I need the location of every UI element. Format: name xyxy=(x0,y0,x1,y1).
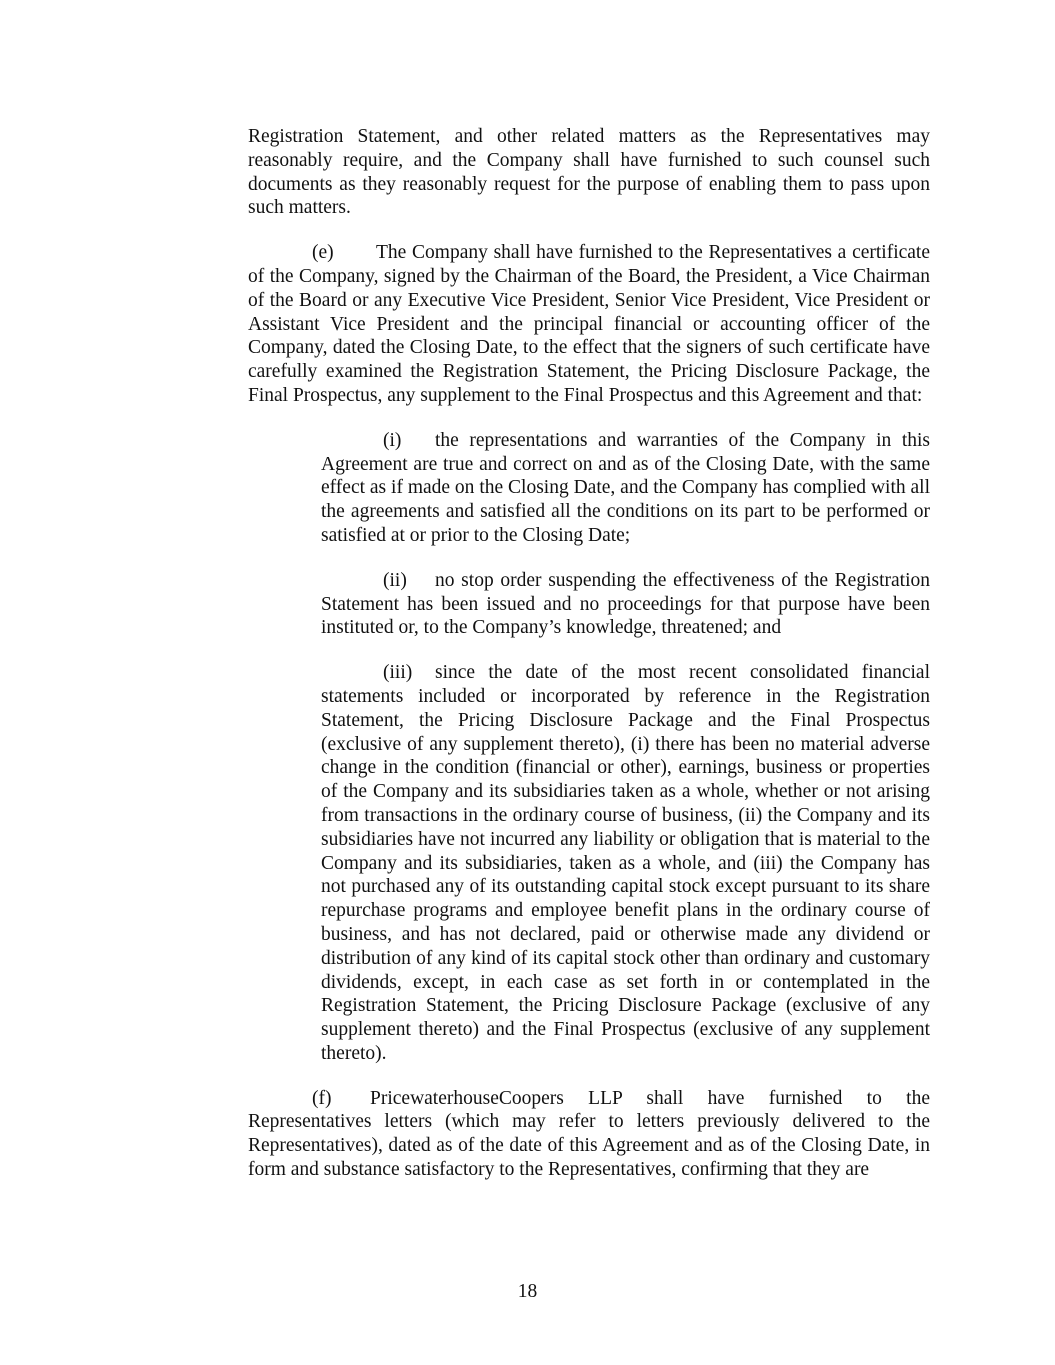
subsection-iii-text: since the date of the most recent consolidated financial statements included or incorporated by reference in the Registration Statement, the Pricing Disclosure Package and the Final Prospectus (exclusive of any supplement thereto), (i) there has been no material adverse change in the condition (financial or other), earnings, business or properties of the Company and its subsidiaries taken as a whole, whether or not arising from transactions in the ordinary course of business, (ii) the Company and its subsidiaries have not incurred any liability or obligation that is material to the Company and its subsidiaries, taken as a whole, and (iii) the Company has not purchased any of its outstanding capital stock except pursuant to its share repurchase programs and employee benefit plans in the ordinary course of business, and has not declared, paid or otherwise made any dividend or distribution of any kind of its capital stock other than ordinary and customary dividends, except, in each case as set forth in or contemplated in the Registration Statement, the Pricing Disclosure Package (exclusive of any supplement thereto) and the Final Prospectus (exclusive of any supplement thereto). xyxy=(321,662,930,1064)
subsection-ii-text: no stop order suspending the effectiveness of the Registration Statement has been issued and no proceedings for that purpose have been instituted or, to the Company’s knowledge, threatened; and xyxy=(321,569,930,639)
page-number: 18 xyxy=(517,1281,538,1302)
subsection-list xyxy=(321,429,930,1066)
document-body xyxy=(248,125,930,1182)
section-f-paragraph xyxy=(248,1087,930,1182)
subsection-iii-label: (iii) xyxy=(383,662,413,684)
section-e-text: The Company shall have furnished to the Representatives a certificate of the Company, signed by the Chairman of the Board, the President, a Vice Chairman of the Board or any Executive Vice President, Senior Vice President, Vice President or Assistant Vice President and the principal financial or accounting officer of the Company, dated the Closing Date, to the effect that the signers of such certificate have carefully examined the Registration Statement, the Pricing Disclosure Package, the Final Prospectus, any supplement to the Final Prospectus and this Agreement and that: xyxy=(248,242,930,406)
continuation-paragraph xyxy=(248,125,930,220)
section-f-label: (f) xyxy=(312,1087,332,1109)
subsection-iii xyxy=(321,661,930,1066)
section-e-label: (e) xyxy=(312,242,334,264)
subsection-i-text: the representations and warranties of the Company in this Agreement are true and correct on and as of the Closing Date, with the same effect as if made on the Closing Date, and the Company has complied with all the agreements and satisfied all the conditions on its part to be performed or satisfied at or prior to the Closing Date; xyxy=(321,429,930,546)
subsection-i xyxy=(321,429,930,548)
subsection-ii xyxy=(321,569,930,640)
subsection-ii-label: (ii) xyxy=(383,569,407,591)
continuation-text: Registration Statement, and other related matters as the Representatives may reasonably require, and the Company shall have furnished to such counsel such documents as they reasonably request for the purpose of enabling them to pass upon such matters. xyxy=(248,126,930,219)
subsection-i-label: (i) xyxy=(383,429,402,451)
section-e-paragraph xyxy=(248,241,930,408)
section-f-text: PricewaterhouseCoopers LLP shall have furnished to the Representatives letters (which may refer to letters previously delivered to the Representatives), dated as of the date of this Agreement and as of the Closing Date, in form and substance satisfactory to the Representatives, confirming that they are xyxy=(248,1087,930,1181)
